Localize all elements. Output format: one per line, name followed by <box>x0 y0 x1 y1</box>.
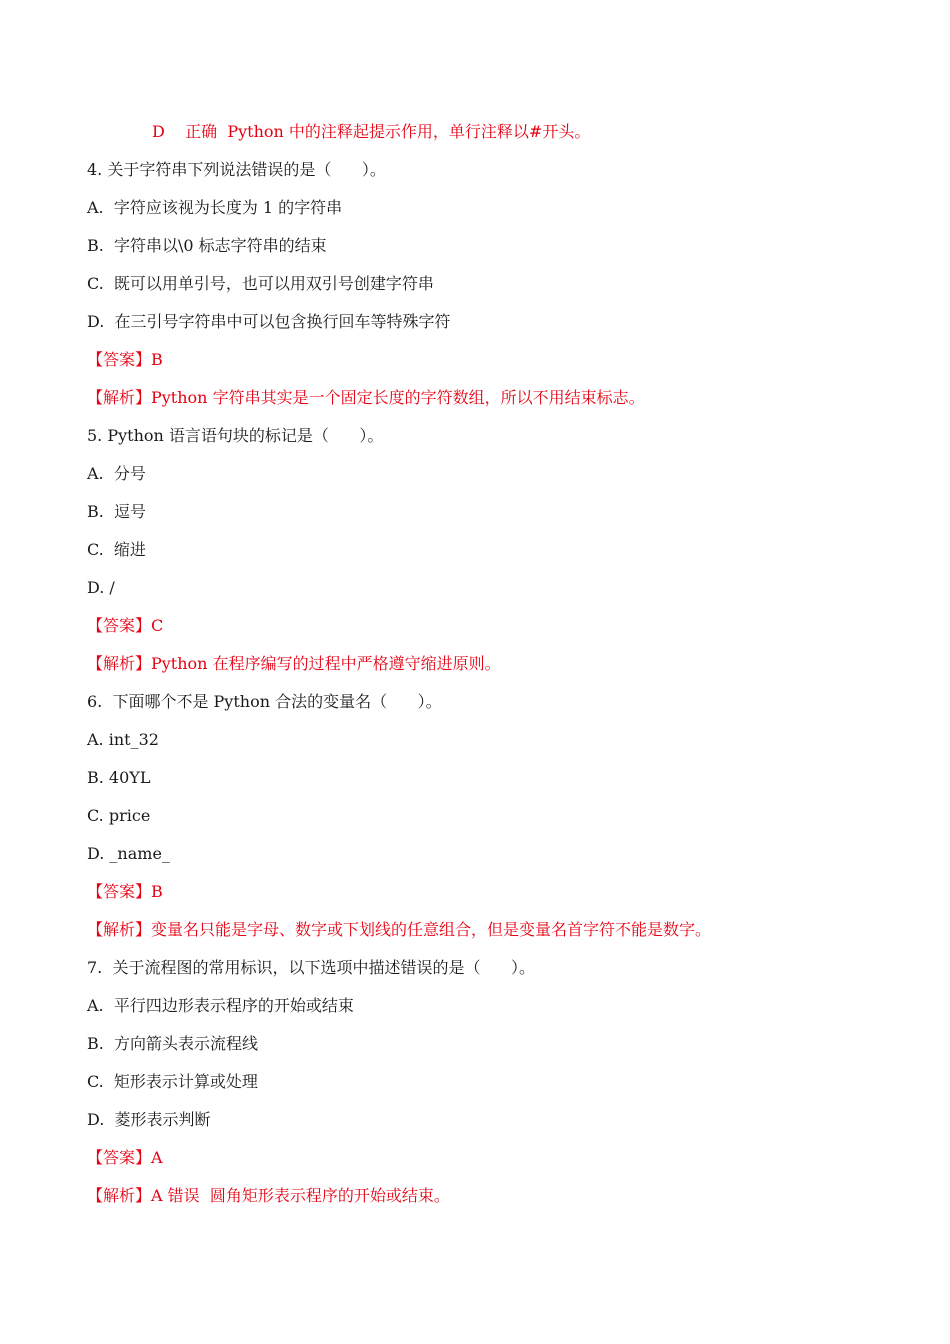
question-7-option-a: A. 平行四边形表示程序的开始或结束 <box>87 996 354 1015</box>
question-5-option-c: C. 缩进 <box>87 540 146 559</box>
question-7-option-b: B. 方向箭头表示流程线 <box>87 1034 259 1053</box>
explanation-continuation-q3: D 正确 Python 中的注释起提示作用，单行注释以#开头。 <box>152 122 591 141</box>
question-7-option-c: C. 矩形表示计算或处理 <box>87 1072 258 1091</box>
question-6-stem: 6. 下面哪个不是 Python 合法的变量名（ ）。 <box>87 692 442 711</box>
question-4-option-c: C. 既可以用单引号，也可以用双引号创建字符串 <box>87 274 434 293</box>
question-6-answer: 【答案】B <box>87 882 163 901</box>
question-7-answer: 【答案】A <box>87 1148 163 1167</box>
question-7-option-d: D. 菱形表示判断 <box>87 1110 211 1129</box>
question-6-option-b: B. 40YL <box>87 768 151 787</box>
question-4-option-a: A. 字符应该视为长度为 1 的字符串 <box>87 198 343 217</box>
question-4-stem: 4. 关于字符串下列说法错误的是（ ）。 <box>87 160 386 179</box>
question-6-explanation: 【解析】变量名只能是字母、数字或下划线的任意组合，但是变量名首字符不能是数字。 <box>87 920 712 939</box>
question-5-answer: 【答案】C <box>87 616 164 635</box>
question-5-option-a: A. 分号 <box>87 464 146 483</box>
question-5-option-b: B. 逗号 <box>87 502 147 521</box>
question-7-stem: 7. 关于流程图的常用标识，以下选项中描述错误的是（ ）。 <box>87 958 535 977</box>
question-7-explanation: 【解析】A 错误 圆角矩形表示程序的开始或结束。 <box>87 1186 450 1205</box>
question-6-option-c: C. price <box>87 806 151 825</box>
question-5-explanation: 【解析】Python 在程序编写的过程中严格遵守缩进原则。 <box>87 654 501 673</box>
question-4-answer: 【答案】B <box>87 350 163 369</box>
question-4-option-d: D. 在三引号字符串中可以包含换行回车等特殊字符 <box>87 312 451 331</box>
question-4-option-b: B. 字符串以\0 标志字符串的结束 <box>87 236 327 255</box>
question-6-option-a: A. int_32 <box>87 730 159 749</box>
question-5-option-d: D. / <box>87 578 115 597</box>
question-6-option-d: D. _name_ <box>87 844 170 863</box>
question-5-stem: 5. Python 语言语句块的标记是（ ）。 <box>87 426 384 445</box>
question-4-explanation: 【解析】Python 字符串其实是一个固定长度的字符数组，所以不用结束标志。 <box>87 388 645 407</box>
